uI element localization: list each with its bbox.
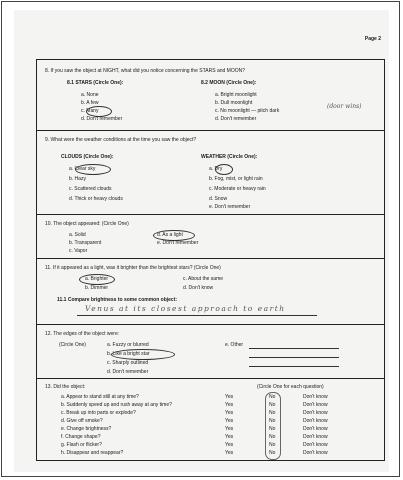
page-number: Page 2: [364, 36, 381, 42]
q13-row-label: a. Appear to stand still at any time?: [61, 394, 139, 400]
q12-option: c. Sharply outlined: [107, 360, 149, 366]
q11-option: d. Don't know: [183, 285, 214, 291]
q11-option: b. Dimmer: [85, 285, 109, 291]
q13-yes: Yes: [225, 426, 234, 432]
q13-yes: Yes: [225, 450, 234, 456]
questionnaire-table: [36, 59, 385, 461]
q13-dont-know: Don't know: [303, 394, 328, 400]
q12-option: a. Fuzzy or blurred: [107, 342, 149, 348]
q13-row-label: b. Suddenly speed up and rush away at any time?: [61, 402, 172, 408]
answer-circle: [111, 349, 175, 360]
q11-question: 11. If it appeared as a light, was it brighter than the brightest stars? (Circle One): [45, 265, 221, 271]
q8-moon-option: b. Dull moonlight: [215, 100, 253, 106]
q13-yes: Yes: [225, 410, 234, 416]
q13-yes: Yes: [225, 442, 234, 448]
q8-moon-option: d. Don't remember: [215, 116, 257, 122]
q13-dont-know: Don't know: [303, 410, 328, 416]
q13-no: No: [269, 410, 276, 416]
q13-yes: Yes: [225, 418, 234, 424]
handwritten-note: (door wins): [327, 103, 362, 110]
q13-no: No: [269, 394, 276, 400]
q13-row-label: f. Change shape?: [61, 434, 101, 440]
q13-no: No: [269, 434, 276, 440]
q9-weather-option: d. Snow: [209, 196, 228, 202]
q11-handwritten-answer: Venus at its closest approach to earth: [85, 304, 286, 313]
answer-circles-no-column: [265, 392, 281, 460]
q10-option: e. Don't remember: [157, 240, 199, 246]
q11-option: a. Brighter: [85, 276, 109, 282]
section-divider: [37, 324, 384, 325]
q11-sub-question: 11.1 Compare brightness to some common object:: [57, 297, 178, 303]
q13-no: No: [269, 450, 276, 456]
q13-dont-know: Don't know: [303, 418, 328, 424]
q13-yes: Yes: [225, 402, 234, 408]
q13-no: No: [269, 442, 276, 448]
q13-row-label: g. Flash or flicker?: [61, 442, 102, 448]
q11-option: c. About the same: [183, 276, 224, 282]
q13-no: No: [269, 426, 276, 432]
q9-weather-title: WEATHER (Circle One):: [201, 154, 258, 160]
section-divider: [37, 378, 384, 379]
q9-clouds-option: b. Hazy: [69, 176, 86, 182]
answer-line: [249, 348, 339, 349]
q12-circle-one: (Circle One): [59, 342, 86, 348]
q8-stars-option: a. None: [81, 92, 99, 98]
q12-option: d. Don't remember: [107, 369, 149, 375]
form-page: [14, 10, 389, 472]
q13-instruction: (Circle One for each question): [257, 384, 324, 390]
q13-dont-know: Don't know: [303, 434, 328, 440]
answer-circle: [79, 274, 115, 285]
section-divider: [37, 258, 384, 259]
q9-clouds-title: CLOUDS (Circle One):: [61, 154, 114, 160]
q13-row-label: c. Break up into parts or explode?: [61, 410, 136, 416]
q12-question: 12. The edges of the object were:: [45, 331, 120, 337]
answer-line: [249, 357, 339, 358]
answer-line: [77, 315, 317, 316]
q8-stars-option: b. A few: [81, 100, 99, 106]
section-divider: [37, 130, 384, 131]
q12-other: e. Other: [225, 342, 244, 348]
q8-stars-title: 8.1 STARS (Circle One):: [67, 80, 124, 86]
q13-dont-know: Don't know: [303, 402, 328, 408]
q9-weather-option: e. Don't remember: [209, 204, 251, 210]
q9-clouds-option: c. Scattered clouds: [69, 186, 112, 192]
q13-no: No: [269, 418, 276, 424]
answer-circle: [215, 164, 233, 175]
q10-option: c. Vapor: [69, 248, 88, 254]
q8-moon-option: c. No moonlight — pitch dark: [215, 108, 280, 114]
q13-row-label: d. Give off smoke?: [61, 418, 103, 424]
q13-dont-know: Don't know: [303, 426, 328, 432]
answer-circle: [75, 164, 111, 175]
q9-weather-option: b. Fog, mist, or light rain: [209, 176, 263, 182]
q13-question: 13. Did the object:: [45, 384, 86, 390]
q8-stars-option: d. Don't remember: [81, 116, 123, 122]
q10-question: 10. The object appeared: (Circle One): [45, 221, 129, 227]
q8-moon-option: a. Bright moonlight: [215, 92, 257, 98]
q10-option: d. As a light: [157, 232, 183, 238]
q9-weather-option: c. Moderate or heavy rain: [209, 186, 266, 192]
q8-moon-title: 8.2 MOON (Circle One):: [201, 80, 257, 86]
q13-dont-know: Don't know: [303, 450, 328, 456]
q10-option: a. Solid: [69, 232, 86, 238]
q13-yes: Yes: [225, 434, 234, 440]
q8-question: 8. If you saw the object at NIGHT, what did you notice concerning the STARS and MOON?: [45, 68, 246, 74]
q10-option: b. Transparent: [69, 240, 102, 246]
answer-line: [249, 366, 339, 367]
q13-row-label: h. Disappear and reappear?: [61, 450, 124, 456]
q9-clouds-option: a. Clear sky: [69, 166, 96, 172]
q12-option: b. Like a bright star: [107, 351, 150, 357]
q9-weather-option: a. Dry: [209, 166, 223, 172]
q13-no: No: [269, 402, 276, 408]
q9-clouds-option: d. Thick or heavy clouds: [69, 196, 123, 202]
q13-row-label: e. Change brightness?: [61, 426, 112, 432]
q13-dont-know: Don't know: [303, 442, 328, 448]
section-divider: [37, 214, 384, 215]
q9-question: 9. What were the weather conditions at the time you saw the object?: [45, 137, 197, 143]
q8-stars-option: c. Many: [81, 108, 99, 114]
q13-yes: Yes: [225, 394, 234, 400]
